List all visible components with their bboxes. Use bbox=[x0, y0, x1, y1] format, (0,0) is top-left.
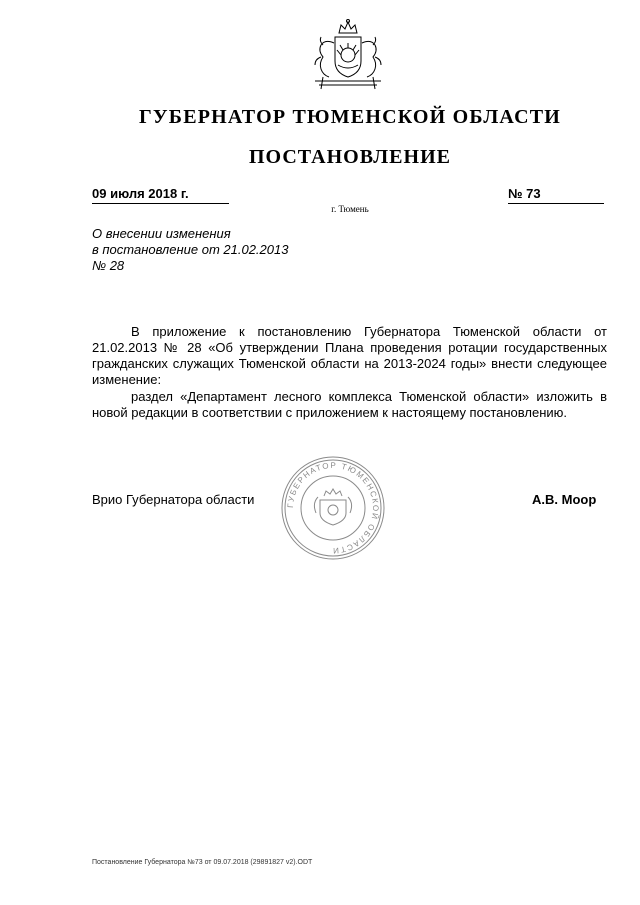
subject-block bbox=[92, 226, 352, 274]
official-seal-icon bbox=[280, 455, 386, 561]
seal-ring-text: ГУБЕРНАТОР ТЮМЕНСКОЙ ОБЛАСТИ bbox=[285, 460, 381, 556]
subject-line: № 28 bbox=[92, 258, 125, 273]
subject-line: в постановление от 21.02.2013 bbox=[92, 242, 289, 257]
city-label: г. Тюмень bbox=[331, 204, 369, 214]
signer-name: А.В. Моор bbox=[532, 492, 597, 507]
document-type: ПОСТАНОВЛЕНИЕ bbox=[249, 146, 451, 168]
svg-text:ГУБЕРНАТОР ТЮМЕНСКОЙ ОБЛАСТИ bbox=[286, 461, 380, 555]
document-date: 09 июля 2018 г. bbox=[92, 186, 229, 204]
signer-role: Врио Губернатора области bbox=[92, 492, 255, 507]
subject-line: О внесении изменения bbox=[92, 226, 231, 241]
coat-of-arms-icon bbox=[301, 17, 395, 99]
body-paragraph: раздел «Департамент лесного комплекса Тюменской области» изложить в новой редакции в соответствии с приложением к настоящему постановлению. bbox=[92, 389, 607, 420]
body-paragraph: В приложение к постановлению Губернатора Тюменской области от 21.02.2013 № 28 «Об утверждении Плана проведения ротации государственных гражданских служащих Тюменской области на 2013-2024 годы» внести следующее изменение: bbox=[92, 324, 607, 387]
governor-title: ГУБЕРНАТОР ТЮМЕНСКОЙ ОБЛАСТИ bbox=[138, 106, 562, 128]
footer-file-reference: Постановление Губернатора №73 от 09.07.2018 (29891827 v2).ODT bbox=[92, 859, 313, 866]
document-number: № 73 bbox=[508, 186, 604, 204]
